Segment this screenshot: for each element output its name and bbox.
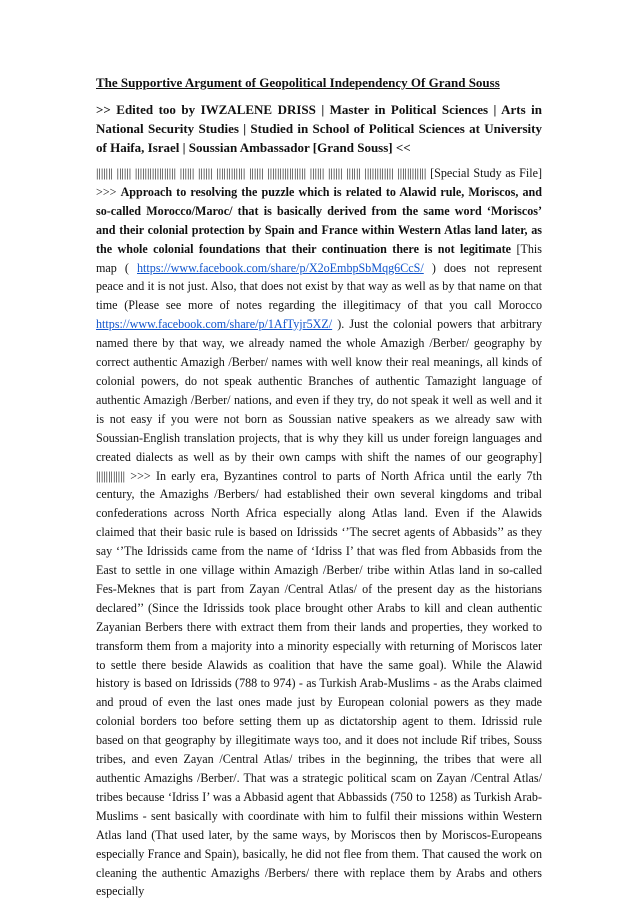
main-body-text: ). Just the colonial powers that arbitrary named there by that way, we already named the whole Amazigh /Berber/ geography by correct authentic Amazigh /Berber/ names with well know their real meanings, all kinds of colonial powers, do not speak authentic Branches of authentic Tamazight language of authentic Amazigh /Berber/ nations, and even if they try, do not speak it well as well and it is not easy if you were not born as Soussian native speakers as we already saw with Soussian-English translation projects, that is why they kill us under foreign languages and created dialects as well as by their own camps with shift the names of our geography] |||||||||||| >>> In early era, Byzantines control to parts of North Africa until the early 7th century, the Amazighs /Berbers/ had established their own several kingdoms and tribal confederations across North Africa especially along Atlas land. Even if the Alawids claimed that their basic rule is based on Idrissids ‘’The secret agents of Abbasids’’ as they say ‘’The Idrissids came from the name of ‘Idriss I’ that was fled from Abbasids from the East to settle in one village within Amazigh /Berber/ tribe within Atlas land in so-called Fes-Meknes that is part from Zayan /Central Atlas/ of the present day as the historians declared’’ (Since the Idrissids took place brought other Arabs to kill and clean authentic Zayanian Berbers there with extract them from their lands and properties, they worked to transform them from a majority into a minority especially with returning of Moriscos later to settle there beside Alawids as coalition that have the same goal). While the Alawid history is based on Idrissids (788 to 974) - as Turkish Arab-Muslims - as the Arabs claimed and proud of even the last ones made just by European colonial powers as they made colonial borders too before setting them up as dictatorship agent to them. Idrissid rule based on that geography by illegitimate ways too, and it does not include Rif tribes, Souss tribes, and even Zayan /Central Atlas/ tribes in the beginning, the tribes that were all authentic Amazighs /Berber/. That was a strategic political scam on Zayan /Central Atlas/ tribes because ‘Idriss I’ was a Abbasid agent that Abbassids (750 to 1258) as Turkish Arab-Muslims - sent basically with coordinate with him to fulfil their missions within Western Atlas land (That used later, by the same ways, by Moriscos then by Moriscos-Europeans especially France and Spain), basically, he did not flee from them. That caused the work on cleaning the authentic Amazighs /Berbers/ there with replace them by Arabs and others especially bbox=[96, 317, 542, 899]
special-study-label: [Special Study as File] >>> bbox=[96, 166, 542, 199]
approach-statement: Approach to resolving the puzzle which is related to Alawid rule, Moriscos, and so-called Morocco/Maroc/ that is basically derived from the same word ‘Moriscos’ and their colonial protection by Spain and France within Western Atlas land later, as the whole colonial foundations that their continuation there is not legitimate bbox=[96, 184, 542, 256]
separator-bars: ||||||| |||||| ||||||||||||||||| |||||| |||||| |||||||||||| |||||| |||||||||||||||| |||||| |||||| |||||| |||||||||||| |||||||||||| bbox=[96, 166, 427, 180]
body-paragraph bbox=[96, 164, 542, 901]
document-content bbox=[96, 74, 542, 901]
map-note-open: [This map ( bbox=[96, 241, 542, 275]
author-byline: >> Edited too by IWZALENE DRISS | Master in Political Sciences | Arts in National Security Studies | Studied in School of Political Sciences at University of Haifa, Israel | Soussian Ambassador [Grand Souss] << bbox=[96, 102, 542, 155]
map-note-text: ) does not represent peace and it is not just. Also, that does not exist by that way as well as by that name on that time (Please see more of notes regarding the illegitimacy of that you call Morocco bbox=[96, 260, 542, 313]
document-title: The Supportive Argument of Geopolitical Independency Of Grand Souss bbox=[96, 75, 500, 90]
facebook-link-morocco[interactable]: https://www.facebook.com/share/p/1AfTyjr5XZ/ bbox=[96, 317, 333, 332]
facebook-link-map[interactable]: https://www.facebook.com/share/p/X2oEmbpSbMqg6CcS/ bbox=[137, 260, 424, 275]
